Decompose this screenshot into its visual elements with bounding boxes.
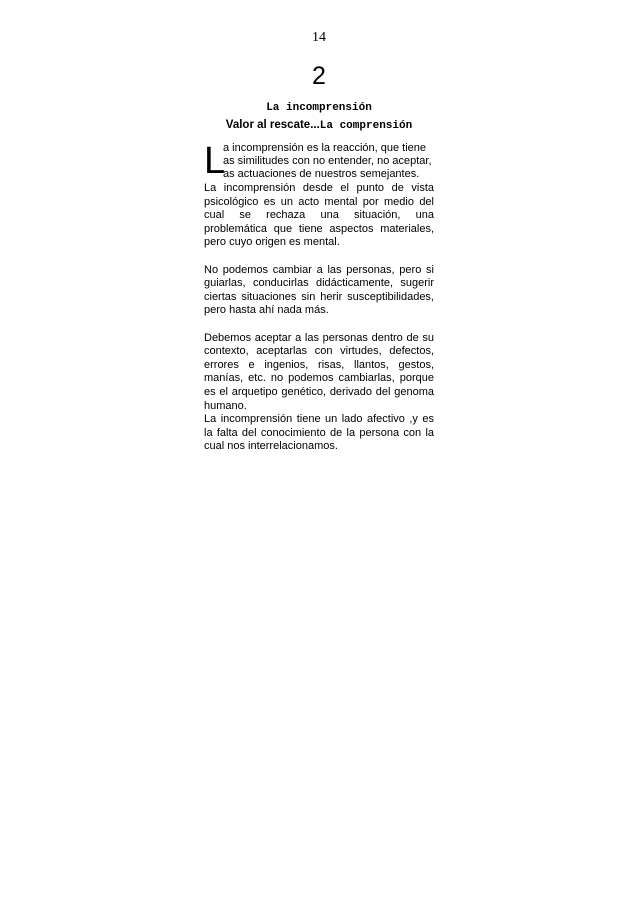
chapter-title: La incomprensión [266,102,372,114]
intro-line-1: a incomprensión es la reacción, que tiene [223,142,427,154]
chapter-number: 2 [312,62,326,90]
paragraph-3: Debemos aceptar a las personas dentro de su contexto, aceptarlas con virtudes, defectos, errores e ingenios, risas, llantos, gestos, manías, etc. no podemos cambiarlas, porque es el arquetipo genético, derivado del genoma humano. [204,331,434,412]
intro-block [204,142,434,182]
paragraph-1: La incomprensión desde el punto de vista psicológico es un acto mental por medio del cual se rechaza una situación, una problemática que tiene aspectos materiales, pero cuyo origen es mental. [204,182,434,249]
page-number: 14 [312,30,326,45]
body-text [204,142,434,454]
paragraph-2: No podemos cambiar a las personas, pero si guiarlas, conducirlas didácticamente, sugerir ciertas situaciones sin herir susceptibilidades, pero hasta ahí nada más. [204,263,434,317]
drop-cap: L [204,140,226,182]
intro-line-2: as similitudes con no entender, no aceptar, [223,155,432,167]
paragraph-4: La incomprensión tiene un lado afectivo ,y es la falta del conocimiento de la persona con la cual nos interrelacionamos. [204,413,434,453]
chapter-subtitle [0,119,638,132]
intro-line-3: as actuaciones de nuestros semejantes. [223,168,420,180]
subtitle-part-1: Valor al rescate... [225,119,320,131]
subtitle-part-2: La comprensión [319,120,413,132]
